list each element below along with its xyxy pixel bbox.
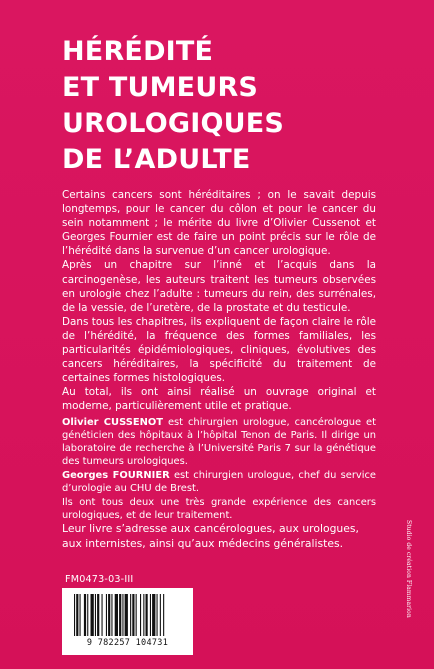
barcode-digits: 9 782257 104731 <box>86 638 169 648</box>
author-name: Olivier CUSSENOT <box>62 417 163 428</box>
title-line: HÉRÉDITÉ <box>62 36 214 67</box>
studio-credit: Studio de création Flammarion <box>405 520 412 618</box>
barcode <box>62 588 193 655</box>
author-bio <box>62 416 376 468</box>
description-paragraph: Au total, ils ont ainsi réalisé un ouvrage original et moderne, particulièrement utile et pratique. <box>62 386 376 413</box>
author-name: Georges FOURNIER <box>62 470 170 481</box>
title-line: ET TUMEURS <box>62 72 259 103</box>
barcode-icon <box>62 588 193 638</box>
description <box>62 188 376 414</box>
description-paragraph: Certains cancers sont héréditaires ; on le savait depuis longtemps, pour le cancer du côlon et pour le cancer du sein notamment ; le mérite du livre d’Olivier Cussenot et Georges Fournier est de faire un point précis sur le rôle de l’hérédité dans la survenue d’un cancer urologique. <box>62 189 376 258</box>
description-paragraph: Dans tous les chapitres, ils expliquent de façon claire le rôle de l’hérédité, la fréquence des formes familiales, les particularités épidémiologiques, cliniques, évolutives des cancers héréditaires, la spécificité du traitement de certaines formes histologiques. <box>62 315 376 385</box>
description-paragraph: Après un chapitre sur l’inné et l’acquis dans la carcinogenèse, les auteurs traitent les tumeurs observées en urologie chez l’adulte : tumeurs du rein, des surrénales, de la vessie, de l’uretère, de la prostate et du testicule. <box>62 259 376 314</box>
title-line: DE L’ADULTE <box>62 144 251 175</box>
title-line: UROLOGIQUES <box>62 108 285 139</box>
authors-shared-note: Ils ont tous deux une très grande expérience des cancers urologiques, et de leur traitement. <box>62 497 376 521</box>
target-audience: Leur livre s’adresse aux cancérologues, aux urologues, aux internistes, ainsi qu’aux médecins généralistes. <box>62 522 359 550</box>
product-code: FM0473-03-III <box>65 574 134 585</box>
author-description: est chirurgien urologue, cancérologue et généticien des hôpitaux à l’hôpital Tenon de Paris. Il dirige un laboratoire de recherche à l’Université Paris 7 sur la génétique des tumeurs urologiques. <box>62 417 376 467</box>
author-bios <box>62 416 376 523</box>
book-title <box>62 34 402 178</box>
author-bio <box>62 469 376 495</box>
author-description: est chirurgien urologue, chef du service d’urologie au CHU de Brest. <box>62 470 377 494</box>
